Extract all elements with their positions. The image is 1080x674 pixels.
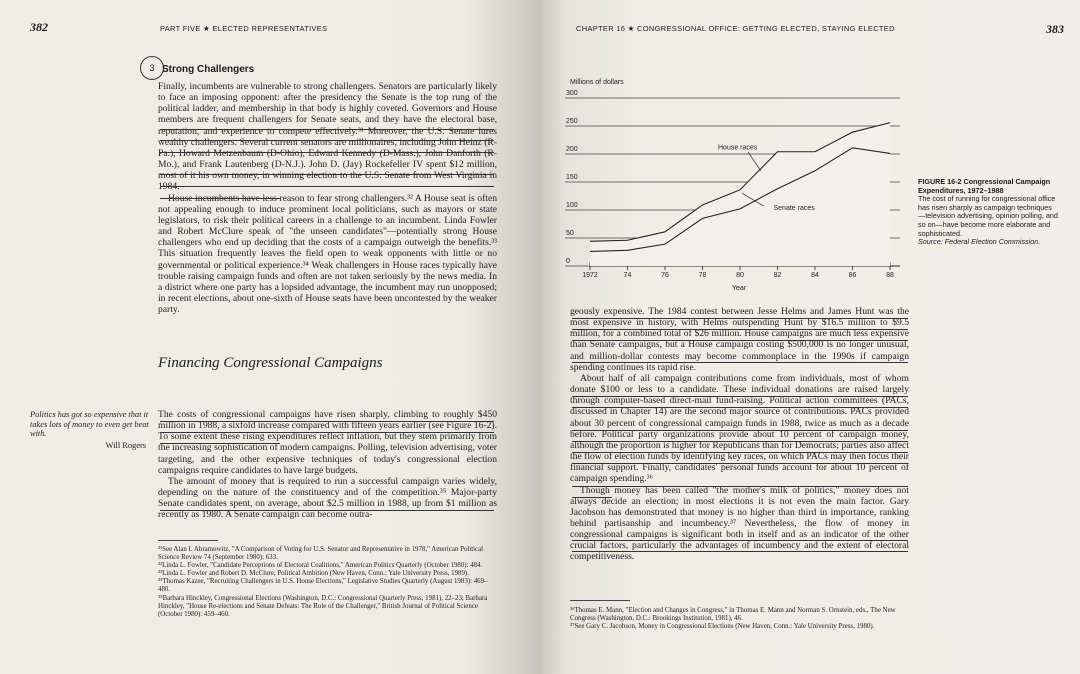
paragraph: House incumbents have less reason to fear strong challengers.³² A House seat is often not appealing enough to induce prominent local politicians, such as mayors or state legislators, to risk their political careers in a challenge to an incumbent. Linda Fowler and Robert McClure speak of "the unseen candidates"—potentially strong House challengers who end up deciding that the costs of a campaign outweigh the benefits.³³ This situation frequently leaves the field open to weak opponents with little or no governmental or political experience.³⁴ Weak challengers in House races typically have trouble raising campaign funds and often are not taken seriously by the news media. In a district where one party has a lopsided advantage, the incumbent may run unopposed; in recent elections, about one-sixth of House seats have been uncontested by the weaker party. [158, 192, 497, 316]
footnote-rule [570, 600, 630, 601]
x-tick-label: 1972 [582, 272, 598, 279]
pen-underline [572, 340, 908, 341]
footnote: ³⁵Barbara Hinckley, Congressional Elections (Washington, D.C.: Congressional Quarterly Press, 1981), 22–23; Barbara Hinckley, "House Re-elections and Senate Defeats: The Role of the Challenger," British Journal of Political Science (October 1980): 459–460. [158, 594, 488, 618]
pen-underline [160, 432, 494, 433]
paragraph: The costs of congressional campaigns have risen sharply, climbing to roughly $450 million in 1988, a sixfold increase compared with fifteen years earlier (see Figure 16-2). To some extent these rising expenditures reflect inflation, but they stem primarily from the increasing sophistication of modern campaigns. Polling, television advertising, voter targeting, and the other expensive techniques of today's congressional election campaigns require candidates to have large budgets. [158, 409, 497, 476]
running-head: CHAPTER 16 ★ CONGRESSIONAL OFFICE: GETTING ELECTED, STAYING ELECTED [576, 24, 895, 33]
section-heading: Financing Congressional Campaigns [158, 355, 383, 371]
quote-author: Will Rogers [105, 441, 146, 450]
y-tick-label: 250 [566, 118, 578, 125]
y-tick-label: 100 [566, 202, 578, 209]
paragraph: geously expensive. The 1984 contest between Jesse Helms and James Hunt was the most expensive in history, with Helms outspending Hunt by $16.5 million to $9.5 million, for a combined total of $26 million. House campaigns are much less expensive than Senate campaigns, but a House campaign costing $500,000 is no longer unusual, and million-dollar contests may become commonplace in the 1990s if campaign spending continues its rapid rise. [570, 306, 909, 373]
figure-caption [918, 178, 1058, 247]
pen-underline [572, 551, 908, 552]
pen-underline [160, 140, 494, 141]
pen-underline [572, 362, 908, 363]
footnotes [158, 546, 497, 619]
body-text-block [158, 409, 497, 521]
paragraph: Finally, incumbents are vulnerable to strong challengers. Senators are particularly likely to face an imposing opponent: after the presidency the Senate is the top rung of the political ladder, and membership in that body is highly coveted. Governors and House members are frequent challengers for Senate seats, and they have the electoral base, reputation, and experience to compete effectively.³¹ Moreover, the U.S. Senate lures wealthy challengers. Several current senators are millionaires, including John Heinz (R-Pa.), Howard Metzenbaum (D-Ohio), Edward Kennedy (D-Mass.), John Danforth (R-Mo.), and Frank Lautenberg (D-N.J.). John D. (Jay) Rockefeller IV spent $12 million, most of it his own money, in winning election to the U.S. Senate from West Virginia in 1984. [158, 81, 497, 193]
pen-underline [572, 463, 908, 464]
footnote-rule [158, 540, 218, 541]
footnote: ³¹See Alan I. Abramowitz, "A Comparison of Voting for U.S. Senator and Representative in 1978," American Political Science Review 74 (September 1980): 633. [158, 546, 484, 562]
series-label-house: House races [718, 144, 758, 152]
footnote: ³²Linda L. Fowler, "Candidate Perceptions of Electoral Coalitions," American Politics Quarterly (October 1980): 484. [158, 562, 483, 570]
pen-underline [572, 407, 908, 408]
body-text-block [570, 306, 909, 563]
pen-underline [572, 329, 908, 330]
pen-underline [160, 186, 494, 187]
series-label-senate: Senate races [773, 205, 815, 212]
pen-underline [572, 486, 908, 487]
pen-underline [572, 497, 612, 498]
pen-underline [572, 396, 908, 397]
leader-line [748, 152, 761, 171]
pen-underline [160, 152, 494, 153]
expenditure-chart [560, 70, 910, 300]
pen-underline [160, 421, 494, 422]
pen-underline [572, 441, 908, 442]
x-tick-label: 78 [698, 272, 707, 279]
section-heading: Strong Challengers [162, 64, 255, 75]
pen-underline [572, 540, 908, 541]
y-tick-label: 200 [566, 146, 578, 153]
x-axis-label: Year [732, 285, 747, 292]
x-tick-label: 76 [661, 272, 669, 279]
x-tick-label: 80 [736, 272, 744, 279]
pen-underline [572, 318, 908, 319]
pen-underline [160, 443, 280, 444]
pen-underline [572, 452, 908, 453]
footnotes [570, 607, 909, 631]
x-tick-label: 84 [811, 272, 819, 279]
footnote: ³⁴Thomas Kazee, "Recruiting Challengers in U.S. House Elections," Legislative Studies Quarterly (August 1983): 469–480. [158, 578, 488, 594]
x-tick-label: 82 [773, 272, 782, 279]
page-number: 382 [30, 20, 48, 34]
x-tick-label: 88 [886, 272, 894, 279]
y-axis-label: Millions of dollars [570, 79, 624, 86]
page-number: 383 [1046, 22, 1064, 36]
caption-title: FIGURE 16-2 Congressional Campaign Expenditures, 1972–1988 [918, 177, 1051, 195]
margin-quote: Politics has got so expensive that it takes lots of money to even get beat with. [30, 410, 149, 439]
y-tick-label: 300 [566, 90, 578, 97]
x-tick-label: 86 [848, 272, 857, 279]
paragraph: About half of all campaign contributions come from individuals, most of whom donate $100 or less to a candidate. These individual donations are raised largely through computer-based direct-mail fund-raising. Political action committees (PACs, discussed in Chapter 14) are the second major source of contributions. PACs provided about 30 percent of congressional campaign funds in 1988, twice as much as a decade before. Political party organizations provide about 10 percent of campaign money, although the proportion is higher for Republicans than for Democrats; parties also affect the flow of election funds by identifying key races, on which PACs may then focus their financial support. Finally, candidates' personal funds account for about 10 percent of campaign spending.³⁶ [570, 372, 909, 485]
handwritten-annotation: 3 [140, 56, 164, 80]
pen-underline [160, 198, 280, 199]
pen-underline [160, 174, 494, 175]
pen-underline [572, 430, 908, 431]
y-tick-label: 0 [566, 258, 570, 265]
caption-source: Source: Federal Election Commission. [918, 237, 1041, 247]
y-tick-label: 50 [566, 230, 574, 237]
paragraph: The amount of money that is required to run a successful campaign varies widely, depending on the nature of the constituency and of the competition.³⁵ Major-party Senate candidates spent, on average, about $2.5 million in 1988, up from $1 million as recently as 1980. A Senate campaign can become outra- [158, 475, 497, 521]
y-tick-label: 150 [566, 174, 578, 181]
footnote: ³³Linda L. Fowler and Robert D. McClure, Political Ambition (New Haven, Conn.: Yale University Press, 1989). [158, 570, 469, 578]
footnote: ³⁷See Gary C. Jacobson, Money in Congressional Elections (New Haven, Conn.: Yale University Press, 1980). [570, 623, 875, 631]
pen-underline [160, 129, 494, 130]
left-page [0, 0, 538, 674]
paragraph: Though money has been called "the mother's milk of politics," money does not always decide an election; in most elections it is not even the main factor. Gary Jacobson has demonstrated that money is no higher than third in importance, ranking behind partisanship and incumbency.³⁷ Nevertheless, the flow of money in congressional campaigns is significant both in itself and as an indicator of the other crucial factors, particularly the advantages of incumbency and the extent of electoral competitiveness. [570, 484, 909, 563]
pen-underline [160, 510, 494, 511]
footnote: ³⁶Thomas E. Mann, "Election and Changes in Congress," in Thomas E. Mann and Norman S. Ornstein, eds., The New Congress (Washington, D.C.: Brookings Institution, 1981), 46. [570, 607, 896, 623]
caption-text: The cost of running for congressional office has risen sharply as campaign techniques—television advertising, opinion polling, and so on—have become more elaborate and sophisticated. [918, 194, 1058, 238]
x-tick-label: 74 [623, 272, 632, 279]
running-head: PART FIVE ★ ELECTED REPRESENTATIVES [160, 24, 328, 33]
